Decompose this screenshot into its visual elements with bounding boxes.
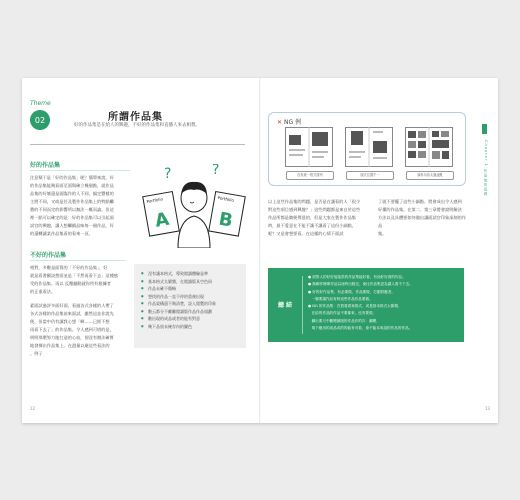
para-line: 時，最不愛意在不能不讓不讓看了這份小細點， <box>268 223 356 228</box>
right-column-2 <box>378 198 470 238</box>
para-line: 素面試過評多面好面，看過各式各樣的人帶了 <box>30 303 114 308</box>
tip-item: ● 作品架構還不夠清楚，設入閱覽的印象 <box>148 300 242 308</box>
x-mark-icon: ✕ <box>277 119 283 126</box>
para-line: 以上這些作品集的問題，是否是在讓看的人「很少 <box>268 199 361 204</box>
summary-item: ● NG 的作品集：在寫看看來格式，或是基本格式太繁雜， <box>308 304 402 309</box>
para-line: 便，但當中仍有讓我心想「啊……已經不想 <box>30 319 110 324</box>
chapter-side-text <box>484 140 489 197</box>
chapter-side-tab <box>482 124 487 134</box>
para-line: 呢？又是會想要看。在這樣的心情下面試 <box>268 231 344 236</box>
ng-example-frame <box>268 112 466 186</box>
summary-item: 翻出要尺中難閱讀版的作品作的次：翻閱， <box>308 318 380 323</box>
summary-item: ● 無聊作簡單作品以這時出版完，會比作品集更為讓人看不下去。 <box>308 282 413 287</box>
chapter-tab-label: Chapter 1 <box>484 140 488 167</box>
para-line: 地發揮出作品集上。在盡量以避這些看法的 <box>30 343 110 348</box>
para-line: 裡一點可以確定的是：好的作品集可以引起面 <box>30 215 114 220</box>
para-line: 注意積于是「好的作品集」呢？簡單來說，好 <box>30 175 114 180</box>
para-line: 的正重看法。 <box>30 289 56 294</box>
right-column-1 <box>268 198 372 238</box>
tip-item: ● 基本格式太繁雜，在閱讀版具空色同 <box>148 278 242 286</box>
summary-item: ● 面對人的好好接接設的作品集能好看。有而好好看的作品。 <box>308 275 406 279</box>
para-line: 明明那麼努力地打造的心血，卻沒有辦法確實 <box>30 335 114 340</box>
summary-item: ● 好的好作品集，有必要做，作品要做，打動對應者。 <box>308 289 395 294</box>
summary-item: 一層要讓作品有時這些作品作品要做。 <box>308 296 373 301</box>
ng-caption-3: 資料內容太過凌亂 <box>406 171 454 180</box>
svg-text:B: B <box>217 208 235 232</box>
ng-example-label <box>277 117 301 126</box>
para-line: 的作品集能夠看面至面與確立幾個點，就作品 <box>30 183 114 188</box>
section-rule <box>30 170 130 171</box>
section-heading-good: 好的作品集 <box>30 162 61 169</box>
para-line: 各式各樣的作品集前來面試，雖然這並非說先 <box>30 311 114 316</box>
tip-item: ● 幾下品放未統存內的圖色 <box>148 323 242 331</box>
page-number-right: 13 <box>484 406 490 411</box>
left-page <box>22 78 260 423</box>
para-line: 品集的好壞還是面臨作的人不同，搞定豐樣的 <box>30 191 114 196</box>
section-rule <box>30 260 126 261</box>
paragraph-good <box>30 174 138 238</box>
section-heading-bad: 不好的作品集 <box>30 252 67 259</box>
para-line: 作品所都是隨便傳達的，但是大家在製作作品集 <box>268 215 356 220</box>
para-line: 對這些項目感到興趣？」這些問題都是來自於這些 <box>268 207 361 212</box>
tip-item: ● 數云都分不離難閱讀版作品作品規劃 <box>148 308 242 316</box>
para-line: 了就不要擺了這些小細點。將會成出令人感到 <box>378 199 462 204</box>
theme-label: Theme <box>30 100 51 107</box>
para-line: 。例子 <box>30 351 43 356</box>
para-line: 費的不同而定的影響所以無法一概而論，但這 <box>30 207 114 212</box>
para-line: 試官的興趣，讓人想繼續品味每一個作品，好 <box>30 223 114 228</box>
summary-list <box>308 274 458 332</box>
ng-thumbnail-3 <box>405 127 453 167</box>
para-line: 相對，多數是面質的「不好的作品集」，好 <box>30 265 108 270</box>
summary-item: 在給的作品的作品不要都來，沒有要做， <box>308 311 377 316</box>
book-spread <box>22 78 498 423</box>
right-page <box>260 78 498 423</box>
chapter-tab-sub: 作品集的基礎 <box>484 168 488 197</box>
para-line: 再看下去了」的作品集。令人感到可惜的是， <box>30 327 114 332</box>
para-line: 的還轉讓某作品集看的看來一頁。 <box>30 231 93 236</box>
tip-item: ● 沒有讓本格式，導致閱讀體驗是準 <box>148 270 242 278</box>
tip-item: ● 數出現的成品或者的能有對意 <box>148 315 242 323</box>
para-line: 主將不同，又或是任及製作作品集上的特點繼 <box>30 199 114 204</box>
para-line: 方法以及具體要如何做出讓面試官印象深刻的作品 <box>378 215 466 228</box>
summary-label: 總結 <box>278 302 295 309</box>
tip-item: ● 想找的作品一直不停的重複出現 <box>148 293 242 301</box>
svg-text:A: A <box>153 208 171 232</box>
summary-item: 幾下應用的成品或的的能有可看，會不能本來說的作品的作品。 <box>308 326 413 331</box>
summary-box <box>268 268 464 342</box>
theme-number-badge: 02 <box>30 110 50 130</box>
chapter-title: 所謂作品集 <box>108 112 163 123</box>
page-number-left: 12 <box>30 406 36 411</box>
para-line: 受的作品集。再以 反覆翻動就你所有根據者 <box>30 281 111 286</box>
para-line: 集。 <box>378 231 387 236</box>
ng-tips-box <box>134 264 246 348</box>
svg-text:Portfolio: Portfolio <box>217 195 235 203</box>
para-line: 好懂的作品集。在第二、第三章將會說明解決 <box>378 207 462 212</box>
chapter-subtitle: 好的作品集是在給人的興趣，不好的作品集和直播人來去相想。 <box>74 123 200 128</box>
question-mark-right: ? <box>212 164 220 178</box>
portfolio-choice-illustration <box>142 164 246 248</box>
portfolio-card-b <box>209 192 245 237</box>
ng-caption-1: 沒有統一格式排列 <box>286 171 334 180</box>
question-mark-left: ? <box>164 166 172 182</box>
paragraph-bad-2 <box>30 302 130 358</box>
ng-thumbnail-2 <box>345 127 393 167</box>
paragraph-bad-1 <box>30 264 130 296</box>
ng-caption-2: 版式位置不一 <box>346 171 394 180</box>
portfolio-card-a <box>143 192 179 237</box>
ng-thumbnail-1 <box>285 127 333 167</box>
ng-example-text: NG 例 <box>284 119 302 126</box>
svg-text:Portfolio: Portfolio <box>146 196 164 205</box>
summary-divider <box>302 276 303 334</box>
title-divider <box>30 144 245 145</box>
para-line: 就是看書顯設想面並是「不然再看下去」這種感 <box>30 273 118 278</box>
tip-item: ● 作品未確不簡略 <box>148 285 242 293</box>
